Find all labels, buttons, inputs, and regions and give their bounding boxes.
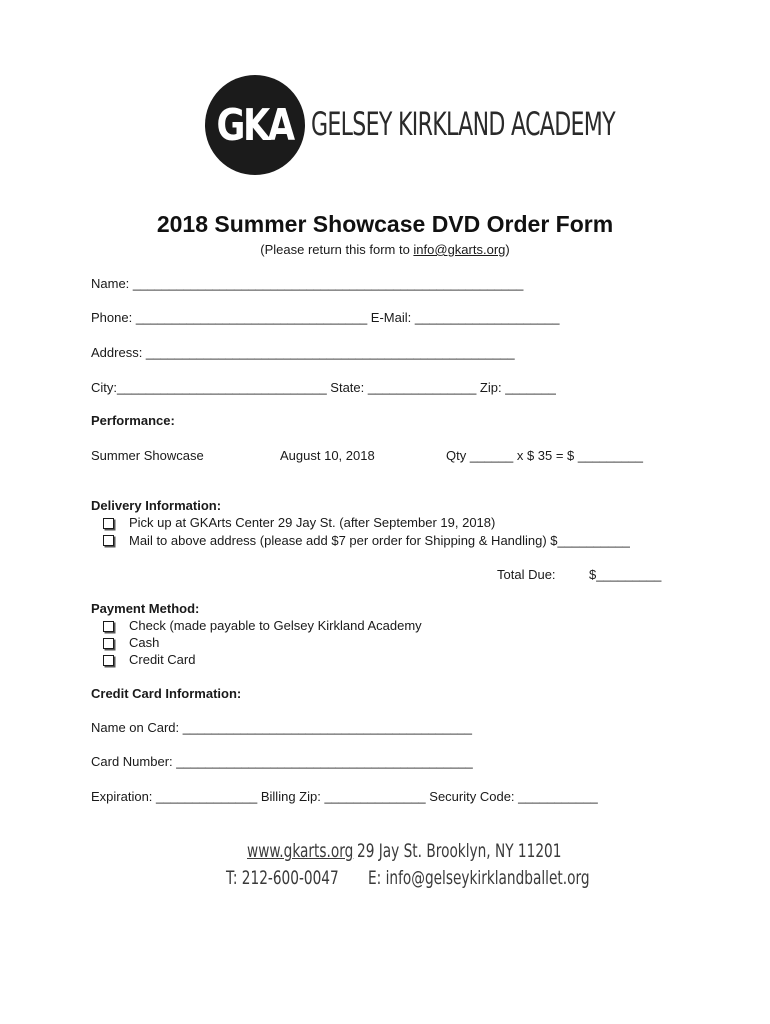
mail-checkbox[interactable] xyxy=(103,535,114,546)
delivery-heading: Delivery Information: xyxy=(91,498,222,513)
expiration-zip-security-field[interactable]: Expiration: ______________ Billing Zip: ______________ Security Code: ___________ xyxy=(91,789,598,804)
city-state-zip-field[interactable]: City:_____________________________ State: _______________ Zip: _______ xyxy=(91,380,556,395)
total-due-field[interactable]: $_________ xyxy=(589,567,662,582)
logo-wordmark: GELSEY KIRKLAND ACADEMY xyxy=(311,105,615,143)
check-checkbox[interactable] xyxy=(103,621,114,632)
name-field[interactable]: Name: ______________________________________________________ xyxy=(91,276,524,291)
check-option-label: Check (made payable to Gelsey Kirkland Academy xyxy=(129,618,422,633)
pickup-option-label: Pick up at GKArts Center 29 Jay St. (after September 19, 2018) xyxy=(129,515,496,530)
gka-logo xyxy=(205,75,305,175)
footer-website-link[interactable]: www.gkarts.org xyxy=(247,840,354,862)
pickup-checkbox[interactable] xyxy=(103,518,114,529)
subtitle-email-link[interactable]: info@gkarts.org xyxy=(413,242,506,257)
performance-heading: Performance: xyxy=(91,413,175,428)
footer-address: 29 Jay St. Brooklyn, NY 11201 xyxy=(357,840,562,862)
credit-card-heading: Credit Card Information: xyxy=(91,686,242,701)
logo-monogram: GKA xyxy=(216,99,294,151)
payment-heading: Payment Method: xyxy=(91,601,200,616)
performance-date: August 10, 2018 xyxy=(280,448,375,463)
footer-email: E: info@gelseykirklandballet.org xyxy=(368,867,590,889)
address-field[interactable]: Address: ___________________________________________________ xyxy=(91,345,515,360)
phone-email-field[interactable]: Phone: ________________________________ E-Mail: ____________________ xyxy=(91,310,560,325)
footer-phone: T: 212-600-0047 xyxy=(226,867,339,889)
subtitle-suffix: ) xyxy=(505,242,510,257)
form-subtitle xyxy=(0,242,770,257)
quantity-field[interactable]: Qty ______ x $ 35 = $ _________ xyxy=(446,448,643,463)
credit-card-option-label: Credit Card xyxy=(129,652,196,667)
card-number-field[interactable]: Card Number: _________________________________________ xyxy=(91,754,473,769)
subtitle-prefix: (Please return this form to xyxy=(260,242,414,257)
total-due-label: Total Due: xyxy=(497,567,556,582)
performance-event: Summer Showcase xyxy=(91,448,204,463)
cash-option-label: Cash xyxy=(129,635,160,650)
name-on-card-field[interactable]: Name on Card: ________________________________________ xyxy=(91,720,472,735)
credit-card-checkbox[interactable] xyxy=(103,655,114,666)
cash-checkbox[interactable] xyxy=(103,638,114,649)
mail-option-label: Mail to above address (please add $7 per order for Shipping & Handling) $__________ xyxy=(129,533,630,548)
form-title: 2018 Summer Showcase DVD Order Form xyxy=(156,211,614,237)
